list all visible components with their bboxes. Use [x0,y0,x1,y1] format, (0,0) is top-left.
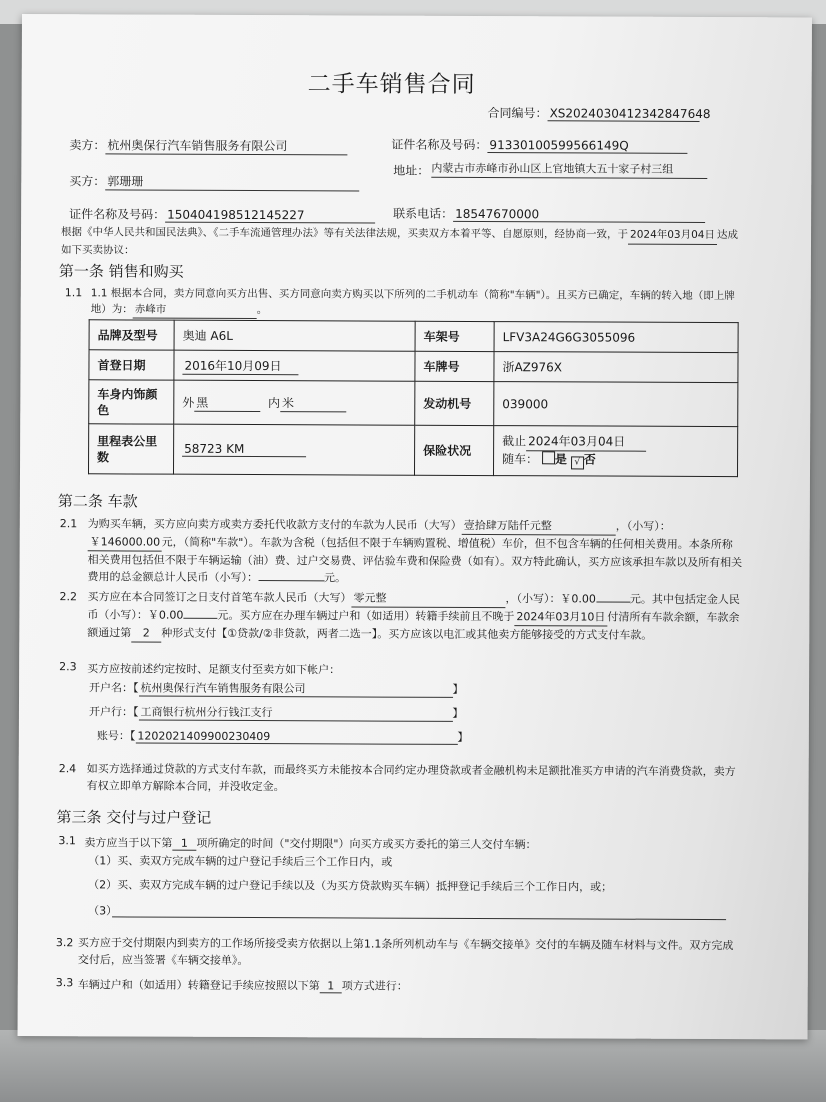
clause-2-2-number: 2.2 [59,590,77,604]
vin-value: LFV3A24G6G3055096 [494,322,738,353]
clause-3-1-option-3: （3） [88,904,118,918]
clause-3-2: 买方应于交付期限内到卖方的工作场所接受卖方依据以上第1.1条所列机动车与《车辆交接单》交付的车辆及随车材料与文件。双方完成交付后，应当签署《车辆交接单》。 [77,936,734,967]
seller-id-row: 证件名称及号码： 91330100599566149Q [391,136,687,154]
clause-3-1-number: 3.1 [58,834,76,848]
seller-row: 卖方： 杭州奥保行汽车销售服务有限公司 [69,136,347,155]
buyer-id-row: 证件名称及号码： 150404198512145227 [69,205,375,223]
section-3-title: 第三条 交付与过户登记 [56,808,212,827]
section-1-title: 第一条 销售和购买 [58,262,184,281]
account-name-row: 开户名：【 杭州奥保行汽车销售服务有限公司 】 [89,681,464,696]
insurance-label: 保险状况 [414,425,493,475]
clause-2-1: 为购买车辆，买方应向卖方或卖方委托代收款方支付的车款为人民币（大写） 壹拾肆万陆仟元整 ，（小写）：￥146000.00元，（简称"车款"）。车款为含税（包括但不限于车辆购置税、增值税）车价，但不包含车辆的任何相关费用。本条所称相关费用包括但不限于车辆运输（油）费、过户交易费、评估验车费和保险费（如有）。双方特此确认，买方应该承担车款以及所有相关费用的总金额总计人民币（小写）： 元。 [87,517,743,585]
color-cell: 外 黑 内 米 [174,380,415,425]
engine-label: 发动机号 [415,381,494,425]
clause-2-4: 如买方选择通过贷款的方式支付车款，而最终买方未能按本合同约定办理贷款或者金融机构未足额批准买方申请的汽车消费贷款，卖方有权立即单方解除本合同，并没收定金。 [86,762,736,794]
clause-2-2: 买方应在本合同签订之日支付首笔车款人民币（大写） 零元整 ，（小写）：￥0.00 元。其中包括定金人民币（小写）：￥0.00 元。买方应在办理车辆过户和（如适用）转籍手续前且不晚于 2024年03月10日 付清所有车款余额，车款余额通过第 2 种形式支付【①贷款/②非贷款，两者二选一】。买方应该以电汇或其他卖方能够接受的方式支付车款。 [87,590,740,642]
clause-2-3-number: 2.3 [59,660,77,674]
brand-label: 品牌及型号 [89,320,174,350]
engine-value: 039000 [494,382,738,427]
plate-value: 浙AZ976X [494,352,738,383]
vin-label: 车架号 [415,321,494,351]
clause-2-3: 买方应按前述约定按时、足额支付至卖方如下帐户： [87,662,341,677]
clause-2-1-number: 2.1 [59,517,78,531]
contract-number: 合同编号： XS2024030412342847648 [487,106,711,122]
reg-date-value: 2016年10月09日 [182,356,298,375]
reg-date-label: 首登日期 [89,350,174,380]
mileage-label: 里程表公里数 [88,424,173,474]
account-number-row: 账号：【 1202021409900230409 】 [96,729,469,744]
clause-2-4-number: 2.4 [58,762,77,776]
clause-3-3-number: 3.3 [55,976,74,990]
address-value: 内蒙古市赤峰市孙山区上官地镇大五十家子村三组 [431,161,707,179]
address-label: 地址： [393,163,430,178]
clause-3-1: 卖方应当于以下第 1 项所确定的时间（"交付期限"）向买方或买方委托的第三人交付车辆： [84,836,537,852]
reg-date-cell [174,350,415,381]
yes-checkbox-icon [542,451,555,464]
clause-3-3: 车辆过户和（如适用）转籍登记手续应按照以下第 1 项方式进行： [77,978,408,993]
insurance-cell: 截止 2024年03月04日 随车： 是 √ 否 [493,426,737,477]
phone-row: 联系电话： 18547670000 [393,205,705,223]
account-bank-row: 开户行：【 工商银行杭州分行钱江支行 】 [88,705,464,720]
section-2-title: 第二条 车款 [57,492,138,511]
brand-value: 奥迪 A6L [174,320,415,351]
clause-1-1: 1.1 根据本合同，卖方同意向买方出售、买方同意向卖方购买以下所列的二手机动车（简称"车辆"）。且买方已确定，车辆的转入地（即上牌地）为： 赤峰市 。 [91,285,739,321]
document-title: 二手车销售合同 [307,71,476,98]
background-bottom [0,1030,826,1102]
option-3-blank-line [112,916,726,920]
clause-3-1-option-2: （2）买、卖双方完成车辆的过户登记手续以及（为买方贷款购买车辆）抵押登记手续后三个工作日内，或； [88,878,613,894]
buyer-row: 买方： 郭珊珊 [69,172,359,191]
clause-3-1-option-1: （1）买、卖双方完成车辆的过户登记手续后三个工作日内，或 [88,854,393,869]
no-checkbox-icon: √ [571,456,584,469]
mileage-cell [173,424,414,475]
mileage-value: 58723 KM [182,442,306,458]
plate-label: 车牌号 [415,351,494,381]
clause-3-2-number: 3.2 [55,936,74,950]
vehicle-info-table [88,319,739,477]
clause-1-1-number: 1.1 [64,286,83,300]
color-label: 车身内饰颜色 [89,380,174,424]
contract-page [18,14,812,1039]
preamble: 根据《中华人民共和国民法典》、《二手车流通管理办法》等有关法律法规，买卖双方本着平等、自愿原则，经协商一致，于 2024年03月04日 达成如下买卖协议： [60,226,739,257]
